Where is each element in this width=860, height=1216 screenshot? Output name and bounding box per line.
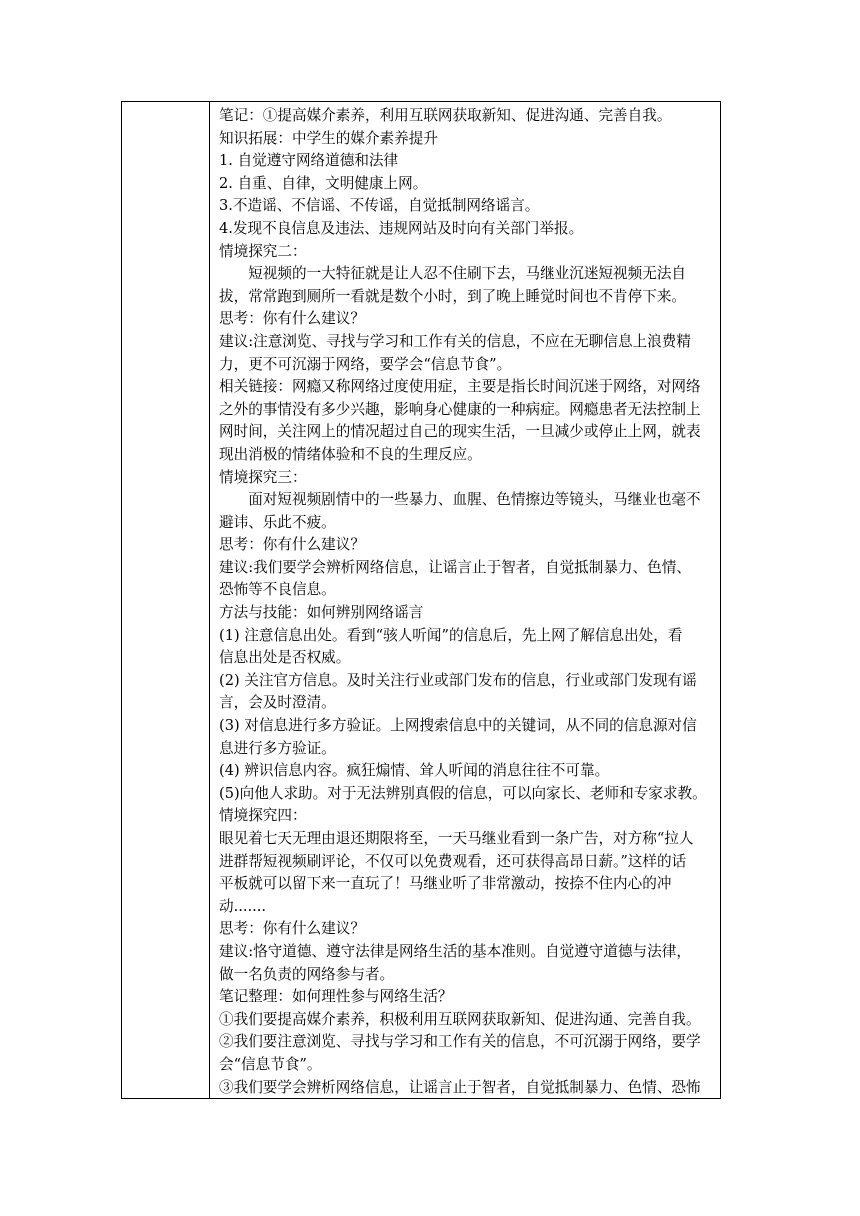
- text-line: 进群帮短视频刷评论，不仅可以免费观看，还可获得高昂日薪。”这样的话: [219, 852, 687, 870]
- text-line: 笔记整理：如何理性参与网络生活？: [219, 988, 453, 1006]
- text-line: 动.......: [219, 897, 267, 915]
- text-line: 做一名负责的网络参与者。: [219, 965, 395, 983]
- text-line: 平板就可以留下来一直玩了！马继业听了非常激动，按捺不住内心的冲: [219, 875, 672, 893]
- text-line: 2. 自重、自律，文明健康上网。: [219, 174, 428, 192]
- text-line: 建议:我们要学会辨析网络信息，让谣言止于智者，自觉抵制暴力、色情、: [219, 558, 691, 576]
- text-line: 息进行多方验证。: [219, 739, 336, 757]
- left-column-cell: [122, 102, 210, 1098]
- text-line: ②我们要注意浏览、寻找与学习和工作有关的信息，不可沉溺于网络，要学: [219, 1033, 701, 1051]
- lesson-table: [121, 101, 721, 1099]
- text-line: 会“信息节食”。: [219, 1055, 322, 1073]
- text-line: 思考：你有什么建议？: [219, 310, 365, 328]
- text-line: (5)向他人求助。对于无法辨别真假的信息，可以向家长、老师和专家求教。: [219, 784, 707, 802]
- text-line: ③我们要学会辨析网络信息，让谣言止于智者，自觉抵制暴力、色情、恐怖: [219, 1078, 701, 1096]
- text-line: 情境探究二：: [219, 242, 307, 260]
- text-line: 短视频的一大特征就是让人忍不住刷下去，马继业沉迷短视频无法自: [248, 265, 687, 283]
- text-line: 思考：你有什么建议？: [219, 920, 365, 938]
- text-line: (2) 关注官方信息。及时关注行业或部门发布的信息，行业或部门发现有谣: [219, 671, 697, 689]
- text-line: 相关链接：网瘾又称网络过度使用症，主要是指长时间沉迷于网络，对网络: [219, 378, 701, 396]
- text-line: 面对短视频剧情中的一些暴力、血腥、色情擦边等镜头，马继业也毫不: [248, 491, 701, 509]
- text-line: 信息出处是否权威。: [219, 649, 351, 667]
- text-line: 4.发现不良信息及违法、违规网站及时向有关部门举报。: [219, 219, 584, 237]
- text-line: 言，会及时澄清。: [219, 694, 336, 712]
- text-line: 建议:注意浏览、寻找与学习和工作有关的信息，不应在无聊信息上浪费精: [219, 332, 691, 350]
- text-line: 笔记：①提高媒介素养，利用互联网获取新知、促进沟通、完善自我。: [219, 107, 672, 124]
- text-line: 眼见着七天无理由退还期限将至，一天马继业看到一条广告，对方称“拉人: [219, 830, 694, 847]
- text-line: 网时间，关注网上的情况超过自己的现实生活，一旦减少或停止上网，就表: [219, 423, 701, 441]
- text-line: 情境探究三：: [219, 468, 307, 486]
- text-line: 避讳、乐此不疲。: [219, 513, 336, 531]
- text-line: 现出消极的情绪体验和不良的生理反应。: [219, 445, 482, 463]
- text-line: 恐怖等不良信息。: [219, 581, 336, 599]
- right-column-cell: [211, 102, 720, 1098]
- text-line: (1) 注意信息出处。看到“骇人听闻”的信息后，先上网了解信息出处，看: [219, 626, 683, 644]
- text-line: 建议:恪守道德、遵守法律是网络生活的基本准则。自觉遵守道德与法律，: [219, 942, 691, 960]
- text-line: 之外的事情没有多少兴趣，影响身心健康的一种病症。网瘾患者无法控制上: [219, 400, 701, 418]
- text-line: 知识拓展：中学生的媒介素养提升: [219, 129, 438, 147]
- text-line: 情境探究四：: [219, 807, 307, 825]
- text-line: 方法与技能：如何辨别网络谣言: [219, 604, 424, 622]
- text-line: 拔，常常跑到厕所一看就是数个小时，到了晚上睡觉时间也不肯停下来。: [219, 287, 687, 305]
- text-line: 1. 自觉遵守网络道德和法律: [219, 152, 399, 170]
- lesson-content: [219, 105, 719, 1099]
- text-line: (4) 辨识信息内容。疯狂煽情、耸人听闻的消息往往不可靠。: [219, 762, 610, 780]
- text-line: 思考：你有什么建议？: [219, 536, 365, 554]
- text-line: 3.不造谣、不信谣、不传谣，自觉抵制网络谣言。: [219, 197, 540, 215]
- text-line: (3) 对信息进行多方验证。上网搜索信息中的关键词，从不同的信息源对信: [219, 717, 697, 735]
- text-line: ①我们要提高媒介素养，积极利用互联网获取新知、促进沟通、完善自我。: [219, 1010, 701, 1028]
- text-line: 力，更不可沉溺于网络，要学会“信息节食”。: [219, 355, 512, 373]
